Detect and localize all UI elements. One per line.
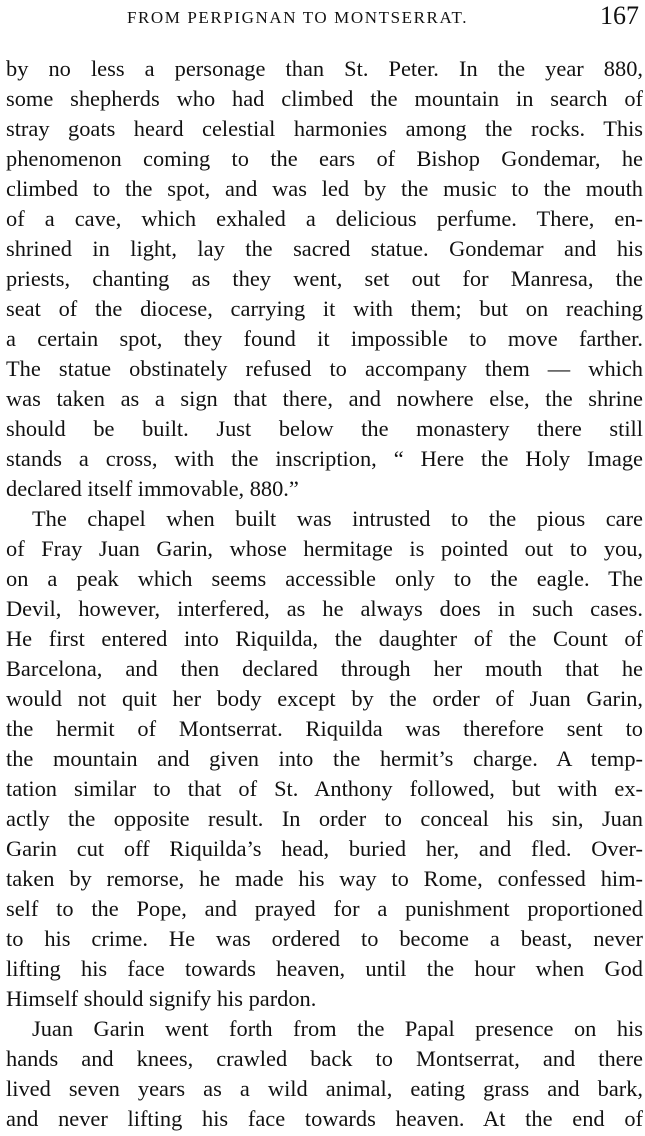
- text-line: of Fray Juan Garin, whose hermitage is pointed out to you,: [6, 536, 643, 561]
- text-line: by no less a personage than St. Peter. In the year 880,: [6, 56, 643, 81]
- text-line: Himself should signify his pardon.: [6, 986, 317, 1011]
- text-line: Devil, however, interfered, as he always does in such cases.: [6, 596, 643, 621]
- text-line: on a peak which seems accessible only to the eagle. The: [6, 566, 643, 591]
- text-line: self to the Pope, and prayed for a punishment proportioned: [6, 896, 643, 921]
- text-line: was taken as a sign that there, and nowhere else, the shrine: [6, 386, 643, 411]
- paragraph: [6, 54, 643, 504]
- text-line: lifting his face towards heaven, until the hour when God: [6, 956, 643, 981]
- text-line: of a cave, which exhaled a delicious perfume. There, en-: [6, 206, 643, 231]
- text-line: should be built. Just below the monastery there still: [6, 416, 643, 441]
- paragraph: [6, 1014, 643, 1134]
- text-line: Barcelona, and then declared through her mouth that he: [6, 656, 643, 681]
- text-line: priests, chanting as they went, set out for Manresa, the: [6, 266, 643, 291]
- text-line: to his crime. He was ordered to become a beast, never: [6, 926, 643, 951]
- text-line: stray goats heard celestial harmonies among the rocks. This: [6, 116, 643, 141]
- text-line: stands a cross, with the inscription, “ Here the Holy Image: [6, 446, 643, 471]
- text-line: declared itself immovable, 880.”: [6, 476, 299, 501]
- text-line: Juan Garin went forth from the Papal presence on his: [32, 1016, 643, 1041]
- paragraph: [6, 504, 643, 1014]
- text-line: would not quit her body except by the order of Juan Garin,: [6, 686, 643, 711]
- text-line: lived seven years as a wild animal, eating grass and bark,: [6, 1076, 643, 1101]
- text-line: The chapel when built was intrusted to the pious care: [32, 506, 643, 531]
- text-line: a certain spot, they found it impossible to move farther.: [6, 326, 643, 351]
- text-line: Garin cut off Riquilda’s head, buried her, and fled. Over-: [6, 836, 643, 861]
- page-number: 167: [600, 1, 639, 30]
- text-line: taken by remorse, he made his way to Rome, confessed him-: [6, 866, 643, 891]
- text-line: The statue obstinately refused to accompany them — which: [6, 356, 643, 381]
- page-header: [0, 0, 645, 40]
- text-line: climbed to the spot, and was led by the music to the mouth: [6, 176, 643, 201]
- text-line: seat of the diocese, carrying it with them; but on reaching: [6, 296, 643, 321]
- text-line: tation similar to that of St. Anthony followed, but with ex-: [6, 776, 643, 801]
- body-text: [6, 54, 643, 1134]
- text-line: and never lifting his face towards heaven. At the end of: [6, 1106, 643, 1131]
- text-line: phenomenon coming to the ears of Bishop Gondemar, he: [6, 146, 643, 171]
- running-head: FROM PERPIGNAN TO MONTSERRAT.: [126, 8, 469, 27]
- text-line: some shepherds who had climbed the mountain in search of: [6, 86, 643, 111]
- text-line: hands and knees, crawled back to Montserrat, and there: [6, 1046, 643, 1071]
- text-line: the hermit of Montserrat. Riquilda was therefore sent to: [6, 716, 643, 741]
- text-line: the mountain and given into the hermit’s charge. A temp-: [6, 746, 643, 771]
- text-line: actly the opposite result. In order to conceal his sin, Juan: [6, 806, 643, 831]
- text-line: shrined in light, lay the sacred statue. Gondemar and his: [6, 236, 643, 261]
- text-line: He first entered into Riquilda, the daughter of the Count of: [6, 626, 643, 651]
